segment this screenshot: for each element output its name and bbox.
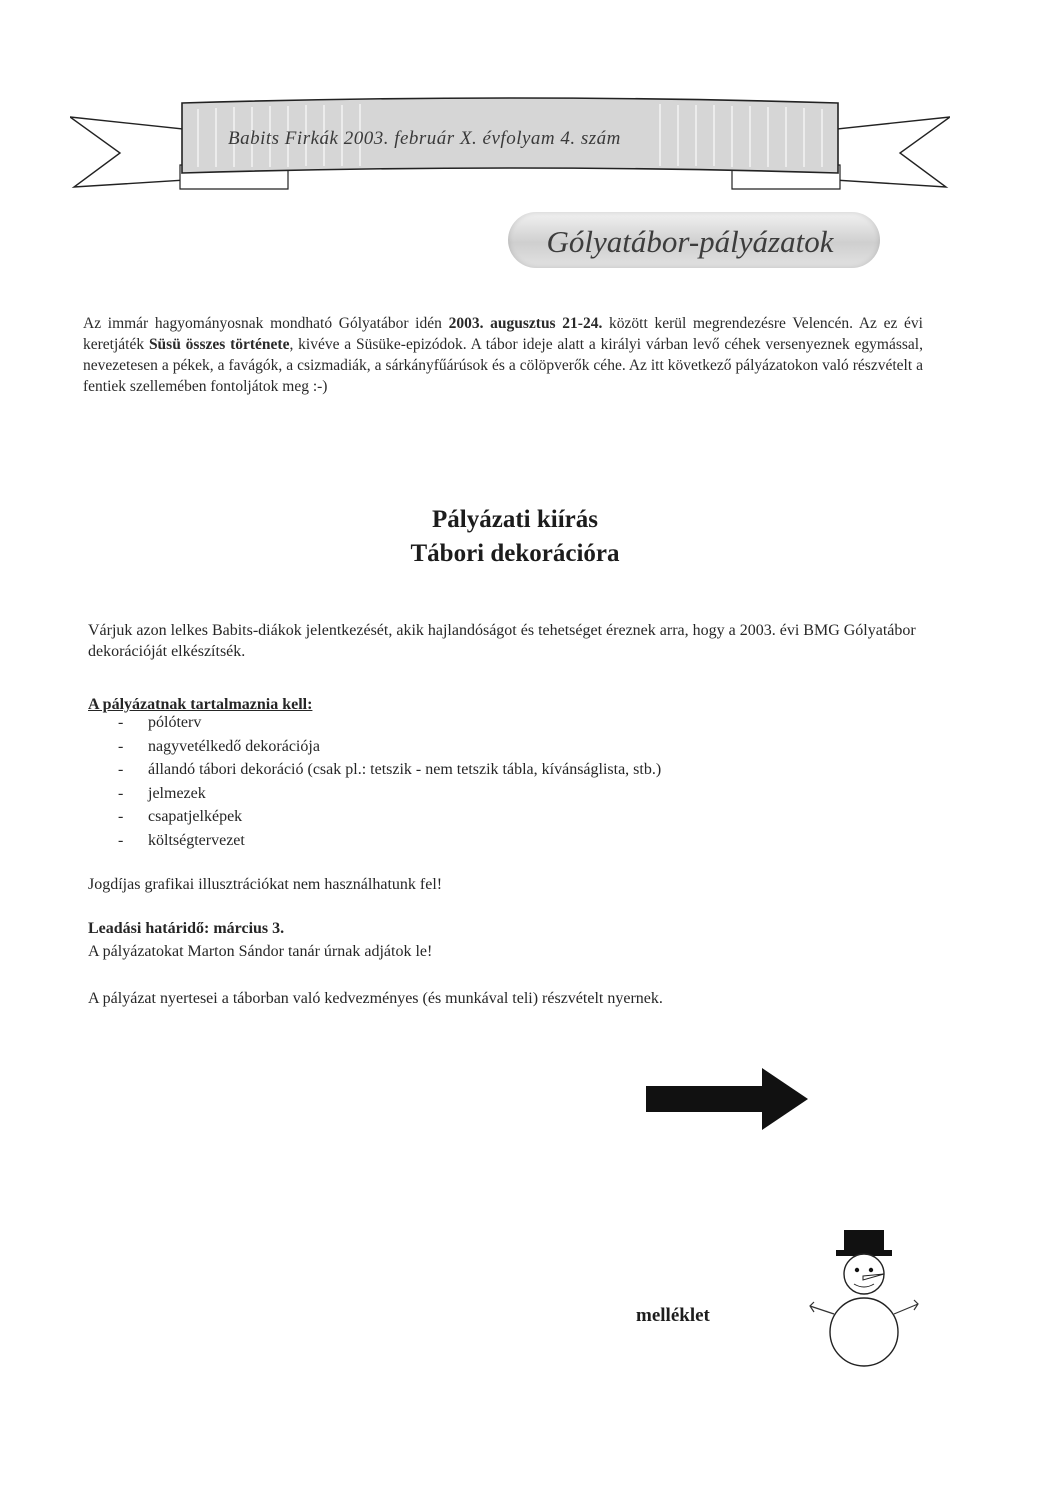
- list-item: - jelmezek: [118, 782, 661, 806]
- attachment-label: melléklet: [636, 1305, 710, 1326]
- list-item: - állandó tábori dekoráció (csak pl.: tetszik - nem tetszik tábla, kívánságlista, stb.): [118, 758, 661, 782]
- deadline: Leadási határidő: március 3.: [88, 920, 285, 937]
- requirements-list: [118, 711, 661, 852]
- list-item: - pólóterv: [118, 711, 661, 735]
- arrow-right-icon: [644, 1066, 810, 1132]
- requirements-heading: A pályázatnak tartalmaznia kell:: [88, 696, 313, 713]
- list-item: - nagyvetélkedő dekorációja: [118, 735, 661, 759]
- intro-text-1: Az immár hagyományosnak mondható Gólyatábor idén: [83, 315, 449, 332]
- intro-date: 2003. augusztus 21-24.: [448, 315, 603, 332]
- call-heading: Pályázati kiírás: [432, 506, 598, 533]
- banner-title: Babits Firkák 2003. február X. évfolyam 4. szám: [228, 128, 621, 149]
- call-subheading: Tábori dekorációra: [410, 540, 620, 567]
- intro-text-3: , kivéve a Süsüke-epizódok. A tábor ideje alatt a királyi várban levő céhek versenyeznek egymással, nevezetesen a pékek, a favágók, a csizmadiák, a sárkányfűárúsok és a cölöpverők céhe. Az itt következő pályázatokon való részvételt a fentiek szellemében fontoljátok meg :-): [83, 336, 923, 395]
- copyright-note: Jogdíjas grafikai illusztrációkat nem használhatunk fel!: [88, 876, 443, 893]
- list-item: - költségtervezet: [118, 829, 661, 853]
- intro-theme: Süsü összes története: [148, 336, 290, 353]
- list-item: - csapatjelképek: [118, 805, 661, 829]
- submission-instructions: A pályázatokat Marton Sándor tanár úrnak adjátok le!: [88, 943, 433, 960]
- snowman-icon: [800, 1228, 930, 1368]
- section-title: Gólyatábor-pályázatok: [546, 224, 834, 259]
- invite-paragraph: Várjuk azon lelkes Babits-diákok jelentkezését, akik hajlandóságot és tehetséget éreznek arra, hogy a 2003. évi BMG Gólyatábor dekorációját elkészítsék.: [88, 622, 916, 660]
- intro-paragraph: [83, 313, 923, 397]
- intro-text-2: között kerül megrendezésre Velencén. Az ez évi keretjáték: [83, 315, 923, 353]
- prize-paragraph: A pályázat nyertesei a táborban való kedvezményes (és munkával teli) részvételt nyernek.: [88, 990, 663, 1007]
